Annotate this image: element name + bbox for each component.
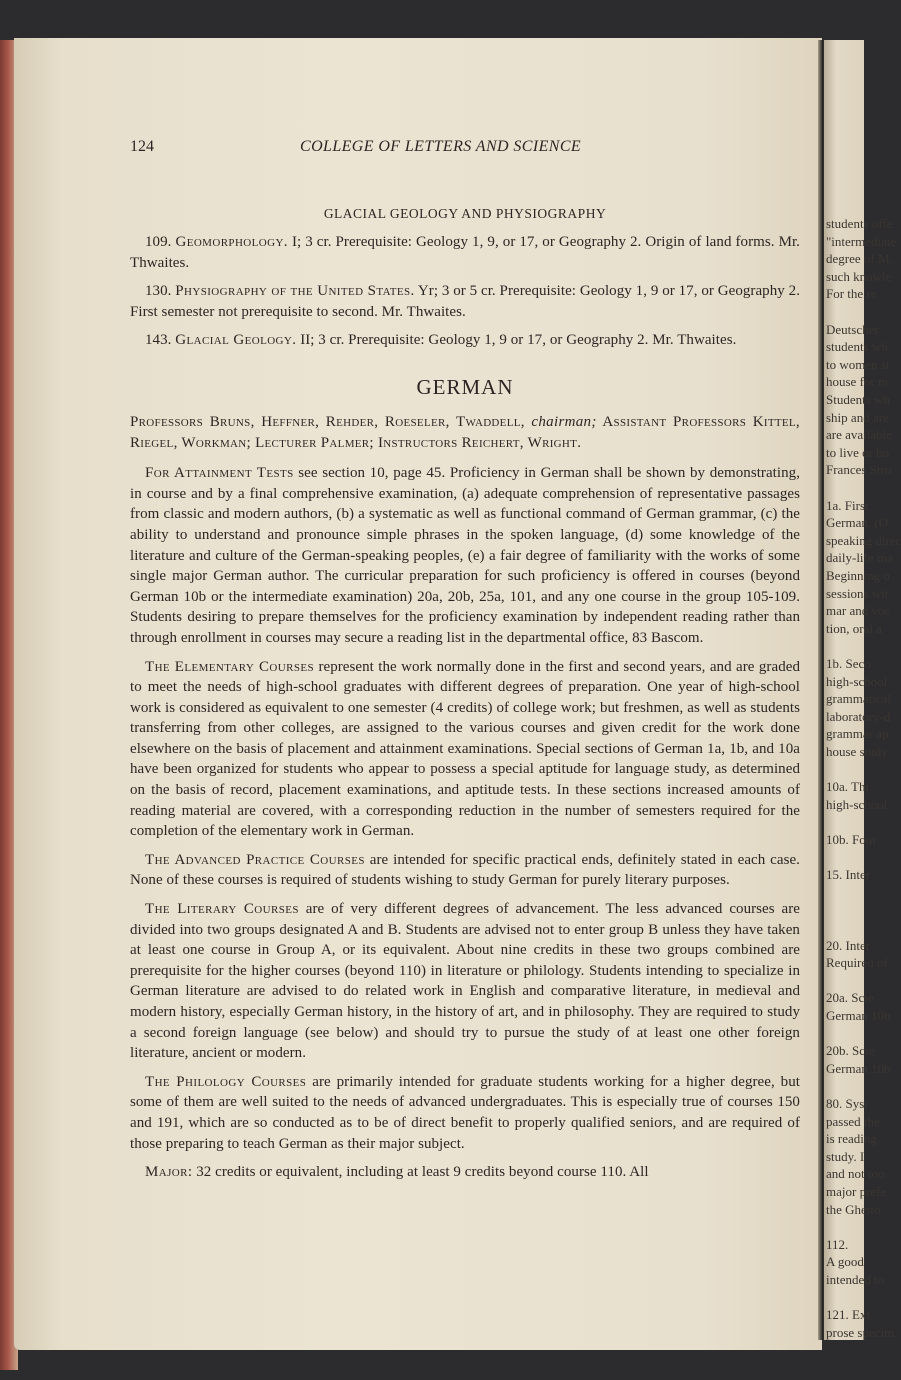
course-title: Geomorphology. [175, 234, 288, 250]
page-number: 124 [130, 138, 154, 155]
facing-page-fragment: and not too [826, 1166, 885, 1182]
facing-page-fragment: ship and are [826, 409, 889, 425]
facing-page-fragment: 112. [826, 1236, 849, 1252]
paragraph-lead: For Attainment Tests [145, 465, 294, 482]
department-heading: GERMAN [416, 374, 514, 399]
paragraph-text: represent the work normally done in the first and second years, and are graded to meet the needs of high-school graduates with different degrees of preparation. One year of high-school work is considered as equivalent to one semester (4 credits) of college work; but freshmen, as well as students transferring from other colleges, are assigned to the various courses and given credit for the work done elsewhere on the basis of placement and attainment examinations. Special sections of German 1a, 1b, and 10a have been organized for students who appear to possess a special aptitude for language study, as determined on the basis of record, placement examinations, and aptitude tests. In these sections increased amounts of reading material are covered, with a corresponding reduction in the number of semesters required for the completion of the elementary work in German. [130, 658, 800, 840]
paragraph-lead: The Philology Courses [145, 1073, 307, 1090]
facing-page-fragment: 10b. Four [826, 832, 877, 847]
course-title: Glacial Geology. [175, 332, 297, 349]
faculty-others: Assistant Professors Kittel, Riegel, Workman; Lecturer Palmer; Instructors Reichert, Wright. [130, 413, 800, 451]
facing-page-fragment: major prefe [826, 1184, 887, 1199]
running-head: COLLEGE OF LETTERS AND SCIENCE [300, 138, 582, 155]
facing-page-fragment: 80. Syst [826, 1096, 868, 1111]
facing-page-fragment: passed the [826, 1113, 880, 1129]
course-number: 109. [145, 234, 172, 250]
facing-page-fragment: to women st [826, 356, 890, 372]
facing-page-fragment: is reading [826, 1131, 877, 1147]
facing-page-fragment: grammar ap [826, 726, 889, 742]
facing-page-fragment: high-school [826, 673, 888, 689]
paragraph-major [130, 1162, 800, 1183]
course-entry [130, 330, 800, 351]
paragraph-lead: The Literary Courses [145, 901, 299, 918]
page-content [130, 132, 800, 1191]
facing-page-fragment: Deutscher [826, 321, 879, 337]
facing-page-fragment: house study [826, 744, 888, 759]
paragraph-text: 32 credits or equivalent, including at least 9 credits beyond course 110. All [196, 1164, 649, 1181]
facing-page-fragment: tion, oral a [826, 620, 882, 636]
facing-page-fragment: For the re [826, 286, 877, 302]
facing-page-fragment: the Ghetto [826, 1201, 881, 1217]
paragraph-advanced-practice [130, 850, 800, 891]
facing-page-fragment: are available [826, 427, 893, 443]
faculty-professors: Professors Bruns, Heffner, Rehder, Roeseler, Twaddell, [130, 413, 525, 430]
facing-page-fragment: such knowle [826, 268, 892, 284]
paragraph-lead: Major: [145, 1164, 193, 1181]
facing-page-fragment: "intermediate [826, 233, 897, 249]
paragraph-lead: The Advanced Practice Courses [145, 851, 365, 868]
course-description: Yr; 3 or 5 cr. Prerequisite: Geology 1, 9 or 17, or Geography 2. First semester not prerequisite to second. Mr. Thwaites. [130, 283, 800, 320]
facing-page-fragment: speaking direc [826, 532, 901, 548]
page-header [130, 132, 800, 160]
course-number: 143. [145, 332, 172, 349]
paragraph-text: see section 10, page 45. Proficiency in German shall be shown by demonstrating, in course and by a final comprehensive examination, (a) adequate comprehension of representative passages from classic and modern authors, (b) a systematic as well as functional command of German grammar, (c) the ability to understand and pronounce simple phrases in the spoken language, (d) some knowledge of the literature and culture of the German-speaking peoples, (e) a fair degree of familiarity with the works of some single major German author. The curricular preparation for such proficiency is offered in courses (beyond German 10b or the intermediate examination) 20a, 20b, 25a, 101, and any one course in the group 105-109. Students desiring to prepare themselves for the proficiency examination by independent reading rather than through enrollment in courses may secure a reading list in the departmental office, 83 Bascom. [130, 465, 801, 646]
course-entry [130, 232, 800, 273]
facing-page-fragment: prose specim [826, 1324, 895, 1340]
course-description: I; 3 cr. Prerequisite: Geology 1, 9, or 17, or Geography 2. Origin of land forms. Mr. Thwaites. [130, 234, 800, 271]
facing-page-fragment: 20. Inter [826, 937, 871, 953]
paragraph-elementary-courses [130, 657, 800, 842]
facing-page-fragment: 20a. Scie [826, 990, 874, 1006]
facing-page-fragment: German 10b [826, 1008, 891, 1023]
paragraph-philology-courses [130, 1072, 800, 1154]
facing-page-fragment: 1a. First [826, 497, 869, 513]
facing-page-fragment: German. (O [826, 515, 889, 531]
facing-page-fragment: grammatical [826, 691, 891, 707]
course-description: II; 3 cr. Prerequisite: Geology 1, 9 or 17, or Geography 2. Mr. Thwaites. [300, 332, 737, 349]
facing-page-fragment: Required of [826, 955, 888, 971]
facing-page-fragment: degree of M. [826, 251, 893, 267]
faculty-list [130, 412, 800, 453]
facing-page-edge [824, 40, 901, 1340]
course-number: 130. [145, 283, 172, 300]
facing-page-fragment: Frances Stro [826, 462, 892, 478]
facing-page-fragment: sessions wit [826, 585, 889, 601]
facing-page-fragment: 15. Inter [826, 867, 871, 883]
facing-page-fragment: study. I [826, 1148, 865, 1164]
facing-page-fragment: daily-life ma [826, 550, 893, 566]
paragraph-lead: The Elementary Courses [145, 658, 315, 675]
facing-page-fragment: 20b. Scie [826, 1043, 875, 1059]
facing-page-fragment: high-school [826, 796, 888, 812]
facing-page-fragment: to live or bo [826, 444, 890, 460]
facing-page-fragment: students offe [826, 216, 893, 231]
faculty-chair-note: chairman; [531, 413, 597, 430]
facing-page-fragment: intended to [826, 1272, 885, 1287]
facing-page-fragment: German 10b [826, 1060, 891, 1076]
facing-page-fragment: laboratory-d [826, 708, 891, 724]
paragraph-attainment-tests [130, 463, 800, 648]
facing-page-fragment: A good [826, 1254, 864, 1270]
facing-page-fragment: Students wh [826, 392, 890, 407]
paragraph-text: are of very different degrees of advancement. The less advanced courses are divided into two groups designated A and B. Students are advised not to enter group B unless they have taken at least one course in Group A, or its equivalent. About nine credits in these two groups combined are prerequisite for the higher courses (beyond 110) in literature or philology. Students intending to specialize in German literature are advised to do related work in English and comparative literature, in medieval and modern history, especially German history, in the history of art, and in philosophy. They are required to study a second foreign language (see below) and should try to pursue the study of at least one other foreign literature, ancient or modern. [130, 901, 800, 1062]
paragraph-text: are intended for specific practical ends, definitely stated in each case. None of these courses is required of students wishing to study German for purely literary purposes. [130, 851, 800, 889]
facing-page-fragment: mar and voc [826, 603, 891, 619]
facing-page-fragment: 121. Ext [826, 1307, 871, 1323]
facing-page-fragment: students wh [826, 339, 888, 355]
course-entry [130, 281, 800, 322]
paragraph-text: are primarily intended for graduate students working for a higher degree, but some of them are well suited to the needs of advanced undergraduates. This is especially true of courses 150 and 191, which are so conducted as to be of direct benefit to properly qualified seniors, and are required of those preparing to teach German as their major subject. [130, 1073, 800, 1152]
section-heading: GLACIAL GEOLOGY AND PHYSIOGRAPHY [323, 206, 607, 221]
course-title: Physiography of the United States. [175, 283, 415, 300]
facing-page-fragment: 10a. Thi [826, 779, 870, 795]
facing-page-fragment: 1b. Seco [826, 656, 871, 671]
facing-page-fragment: house for m [826, 374, 889, 390]
facing-page-fragment: Beginning o [826, 568, 890, 583]
paragraph-literary-courses [130, 899, 800, 1064]
